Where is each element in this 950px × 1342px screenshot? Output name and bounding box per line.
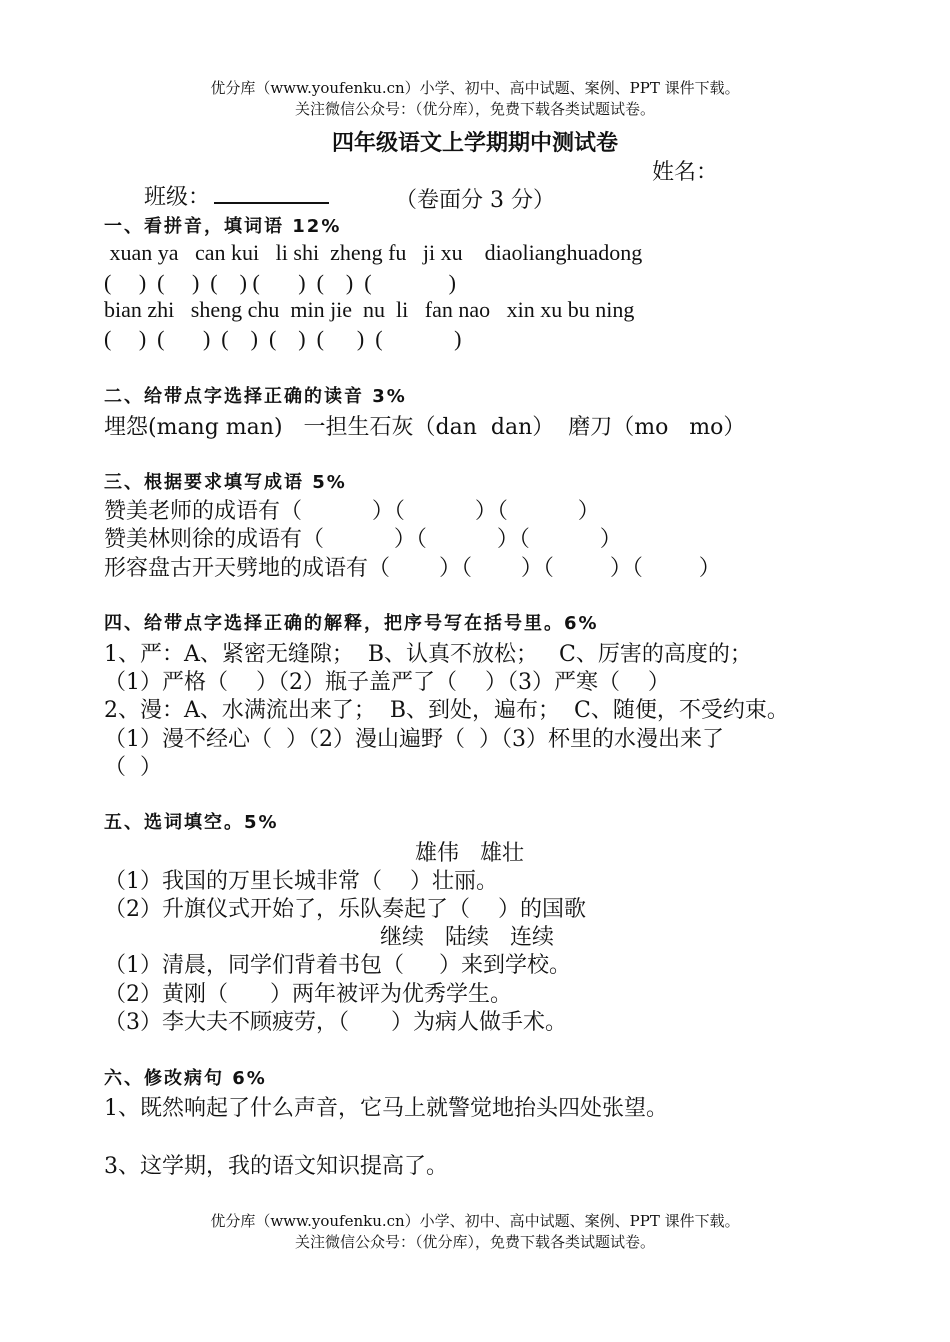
s5-word-choices-1: 雄伟 雄壮 bbox=[415, 841, 524, 866]
s5-line-5: （3）李大夫不顾疲劳，（ ）为病人做手术。 bbox=[104, 1010, 567, 1035]
section-4-heading: 四、给带点字选择正确的解释，把序号写在括号里。6% bbox=[104, 613, 599, 634]
s4-line-3: 2、漫：A、水满流出来了； B、到处，遍布； C、随便，不受约束。 bbox=[104, 698, 789, 723]
footer-line-2: 关注微信公众号：（优分库），免费下载各类试题试卷。 bbox=[294, 1233, 655, 1251]
s4-line-1: 1、严：A、紧密无缝隙； B、认真不放松； C、厉害的高度的； bbox=[104, 642, 752, 667]
s5-line-4: （2）黄刚（ ）两年被评为优秀学生。 bbox=[104, 982, 512, 1007]
footer-line-1: 优分库（www.youfenku.cn）小学、初中、高中试题、案例、PPT 课件下载。 bbox=[210, 1212, 740, 1230]
s1-bracket-row-2: ( ) ( ) ( ) ( ) ( ) ( ) bbox=[104, 326, 462, 351]
s5-word-choices-2: 继续 陆续 连续 bbox=[380, 925, 554, 950]
section-2-heading: 二、给带点字选择正确的读音 3% bbox=[104, 386, 407, 407]
s1-pinyin-row-1: xuan ya can kui li shi zheng fu ji xu diaolianghuadong bbox=[104, 240, 643, 265]
section-6-heading: 六、修改病句 6% bbox=[104, 1068, 267, 1089]
s3-line-3: 形容盘古开天劈地的成语有（ ）（ ）（ ）（ ） bbox=[104, 556, 721, 581]
s3-line-2: 赞美林则徐的成语有（ ）（ ）（ ） bbox=[104, 527, 622, 552]
section-3-heading: 三、根据要求填写成语 5% bbox=[104, 472, 347, 493]
s1-pinyin-row-2: bian zhi sheng chu min jie nu li fan nao xin xu bu ning bbox=[104, 297, 635, 322]
page-title: 四年级语文上学期期中测试卷 bbox=[331, 130, 618, 156]
s5-line-3: （1）清晨，同学们背着书包（ ）来到学校。 bbox=[104, 953, 571, 978]
header-line-1: 优分库（www.youfenku.cn）小学、初中、高中试题、案例、PPT 课件下载。 bbox=[210, 79, 740, 97]
name-label: 姓名： bbox=[652, 160, 719, 185]
s3-line-1: 赞美老师的成语有（ ）（ ）（ ） bbox=[104, 499, 600, 524]
s1-bracket-row-1: ( ) ( ) ( ) ( ) ( ) ( ) bbox=[104, 270, 456, 295]
s5-line-1: （1）我国的万里长城非常（ ）壮丽。 bbox=[104, 869, 498, 894]
class-field bbox=[130, 155, 329, 211]
s2-line: 埋怨(mang man) 一担生石灰（dan dan） 磨刀（mo mo） bbox=[104, 415, 746, 440]
s4-line-2: （1）严格（ ）（2）瓶子盖严了（ ）（3）严寒（ ） bbox=[104, 670, 670, 695]
section-1-heading: 一、看拼音，填词语 12% bbox=[104, 216, 342, 237]
s4-line-4: （1）漫不经心（ ）（2）漫山遍野（ ）（3）杯里的水漫出来了 bbox=[104, 727, 724, 752]
section-5-heading: 五、选词填空。5% bbox=[104, 812, 279, 833]
s6-line-2: 3、这学期，我的语文知识提高了。 bbox=[104, 1154, 448, 1179]
s5-line-2: （2）升旗仪式开始了，乐队奏起了（ ）的国歌 bbox=[104, 897, 586, 922]
score-note: （卷面分 3 分） bbox=[395, 188, 555, 213]
header-line-2: 关注微信公众号：（优分库），免费下载各类试题试卷。 bbox=[294, 100, 655, 118]
class-label: 班级： bbox=[144, 185, 211, 210]
class-blank[interactable] bbox=[214, 201, 329, 204]
s4-line-5: （ ） bbox=[104, 755, 162, 780]
s6-line-1: 1、既然响起了什么声音，它马上就警觉地抬头四处张望。 bbox=[104, 1096, 668, 1121]
